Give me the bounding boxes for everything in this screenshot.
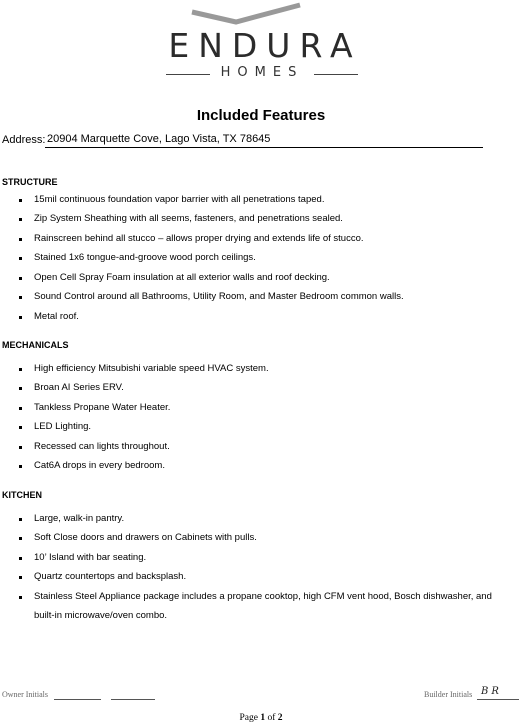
- list-item: Tankless Propane Water Heater.: [0, 402, 522, 416]
- bullet-icon: [19, 465, 22, 468]
- bullet-icon: [19, 257, 22, 260]
- bullet-icon: [19, 576, 22, 579]
- bullet-icon: [19, 316, 22, 319]
- owner-initials-label: Owner Initials: [2, 690, 48, 699]
- list-item: Zip System Sheathing with all seems, fasteners, and penetrations sealed.: [0, 213, 522, 227]
- logo-wordmark: ENDURA: [168, 26, 362, 65]
- list-item: 15mil continuous foundation vapor barrier with all penetrations taped.: [0, 194, 522, 208]
- list-item: Large, walk-in pantry.: [0, 513, 522, 527]
- list-item: Broan AI Series ERV.: [0, 382, 522, 396]
- owner-initials-line-1: [54, 699, 101, 700]
- builder-initials-value: BR: [481, 686, 502, 697]
- page-title: Included Features: [196, 107, 326, 124]
- bullet-icon: [19, 199, 22, 202]
- list-item: Recessed can lights throughout.: [0, 441, 522, 455]
- bullet-icon: [19, 238, 22, 241]
- section-heading-kitchen: KITCHEN: [2, 490, 42, 500]
- address-label: Address:: [2, 134, 46, 146]
- owner-initials-line-2: [111, 699, 155, 700]
- bullet-icon: [19, 518, 22, 521]
- list-item: Stainless Steel Appliance package includes a propane cooktop, high CFM vent hood, Bosch dishwasher, and: [0, 591, 522, 605]
- list-item: Stained 1x6 tongue-and-groove wood porch ceilings.: [0, 252, 522, 266]
- list-item: Metal roof.: [0, 311, 522, 325]
- endura-homes-logo: [0, 0, 522, 95]
- logo-subtitle: [166, 65, 358, 83]
- logo-sub-text: HOMES: [220, 65, 304, 80]
- list-item: 10’ Island with bar seating.: [0, 552, 522, 566]
- section-heading-structure: STRUCTURE: [2, 177, 58, 187]
- bullet-icon: [19, 407, 22, 410]
- page-number: Page 1 of 2: [239, 713, 283, 723]
- bullet-icon: [19, 446, 22, 449]
- list-item: Soft Close doors and drawers on Cabinets with pulls.: [0, 532, 522, 546]
- list-item: Open Cell Spray Foam insulation at all exterior walls and roof decking.: [0, 272, 522, 286]
- bullet-icon: [19, 596, 22, 599]
- bullet-icon: [19, 387, 22, 390]
- bullet-icon: [19, 557, 22, 560]
- list-item-continuation: built-in microwave/oven combo.: [34, 610, 168, 621]
- list-item: Quartz countertops and backsplash.: [0, 571, 522, 585]
- list-item: LED Lighting.: [0, 421, 522, 435]
- bullet-icon: [19, 426, 22, 429]
- builder-initials-label: Builder Initials: [424, 690, 473, 699]
- bullet-icon: [19, 296, 22, 299]
- bullet-icon: [19, 218, 22, 221]
- builder-initials-line: [477, 699, 519, 700]
- list-item: Rainscreen behind all stucco – allows proper drying and extends life of stucco.: [0, 233, 522, 247]
- list-item: High efficiency Mitsubishi variable speed HVAC system.: [0, 363, 522, 377]
- bullet-icon: [19, 537, 22, 540]
- section-heading-mechanicals: MECHANICALS: [2, 340, 69, 350]
- list-item: Sound Control around all Bathrooms, Utility Room, and Master Bedroom common walls.: [0, 291, 522, 305]
- address-value: 20904 Marquette Cove, Lago Vista, TX 78645: [47, 133, 271, 145]
- bullet-icon: [19, 368, 22, 371]
- list-item: Cat6A drops in every bedroom.: [0, 460, 522, 474]
- bullet-icon: [19, 277, 22, 280]
- address-underline: [45, 147, 483, 148]
